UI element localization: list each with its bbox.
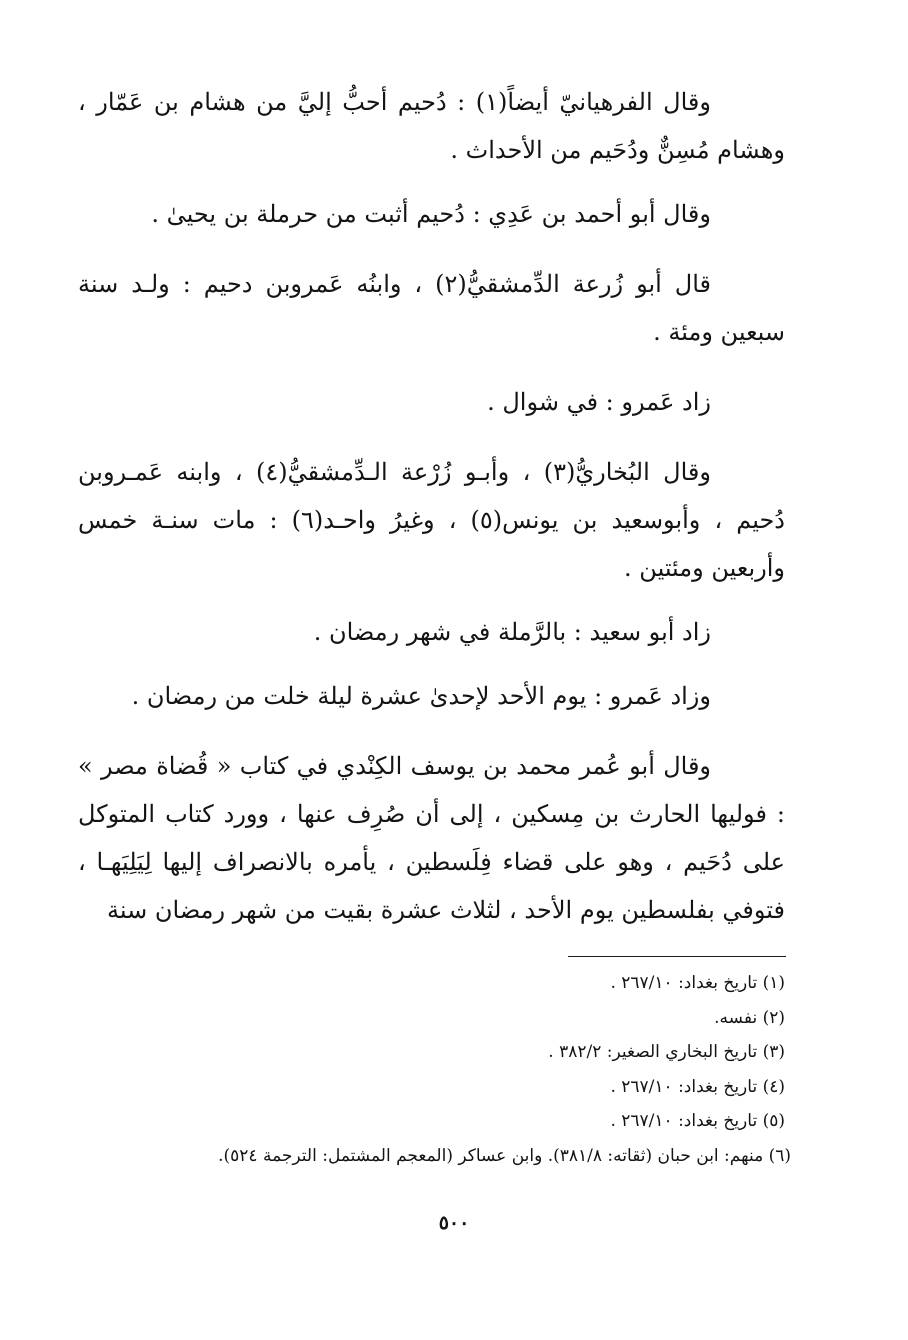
paragraph-amr-shawwal: زاد عَمرو : في شوال . bbox=[487, 388, 711, 416]
footnote-divider bbox=[568, 956, 786, 957]
footnote-6: (٦) منهم: ابن حبان (ثقاته: ٣٨١/٨). وابن عساكر (المعجم المشتمل: الترجمة ٥٢٤). bbox=[218, 1145, 791, 1166]
paragraph-death-date: وقال البُخاريُّ(٣) ، وأبـو زُرْعة الـدِّمشقيُّ(٤) ، وابنه عَمـروبن دُحيم ، وأبوسعيد بن يونس(٥) ، وغيرُ واحـد(٦) : مات سنـة خمس وأربعين ومئتين . bbox=[78, 458, 785, 582]
paragraph-abu-said: زاد أبو سعيد : بالرَّملة في شهر رمضان . bbox=[313, 618, 711, 646]
footnote-4: (٤) تاريخ بغداد: ٢٦٧/١٠ . bbox=[610, 1076, 785, 1097]
paragraph-kindi: وقال أبو عُمر محمد بن يوسف الكِنْدي في كتاب « قُضاة مصر » : فوليها الحارث بن مِسكين ، إلى أن صُرِف عنها ، وورد كتاب المتوكل على دُحَيم ، وهو على قضاء فِلَسطين ، يأمره بالانصراف إليها لِيَلِيَهـا ، فتوفي بفلسطين يوم الأحد ، لثلاث عشرة بقيت من شهر رمضان سنة bbox=[78, 752, 785, 924]
paragraph-farhayani: وقال الفرهيانيّ أيضاً(١) : دُحيم أحبُّ إليَّ من هشام بن عَمّار ، وهشام مُسِنٌّ ودُحَيم من الأحداث . bbox=[78, 88, 785, 164]
page-number: ٥٠٠ bbox=[438, 1212, 470, 1234]
footnotes bbox=[78, 966, 791, 1173]
paragraph-abu-zura: قال أبو زُرعة الدِّمشقيُّ(٢) ، وابنُه عَمروبن دحيم : ولـد سنة سبعين ومئة . bbox=[78, 270, 785, 346]
paragraph-ibn-adi: وقال أبو أحمد بن عَدِي : دُحيم أثبت من حرملة بن يحيىٰ . bbox=[151, 200, 711, 228]
footnote-1: (١) تاريخ بغداد: ٢٦٧/١٠ . bbox=[610, 973, 785, 993]
footnote-5: (٥) تاريخ بغداد: ٢٦٧/١٠ . bbox=[610, 1111, 785, 1131]
footnote-2: (٢) نفسه. bbox=[714, 1007, 785, 1028]
footnote-3: (٣) تاريخ البخاري الصغير: ٣٨٢/٢ . bbox=[548, 1042, 785, 1062]
paragraph-amr-ahad: وزاد عَمرو : يوم الأحد لإحدىٰ عشرة ليلة خلت من رمضان . bbox=[131, 682, 711, 710]
main-text bbox=[78, 78, 785, 934]
